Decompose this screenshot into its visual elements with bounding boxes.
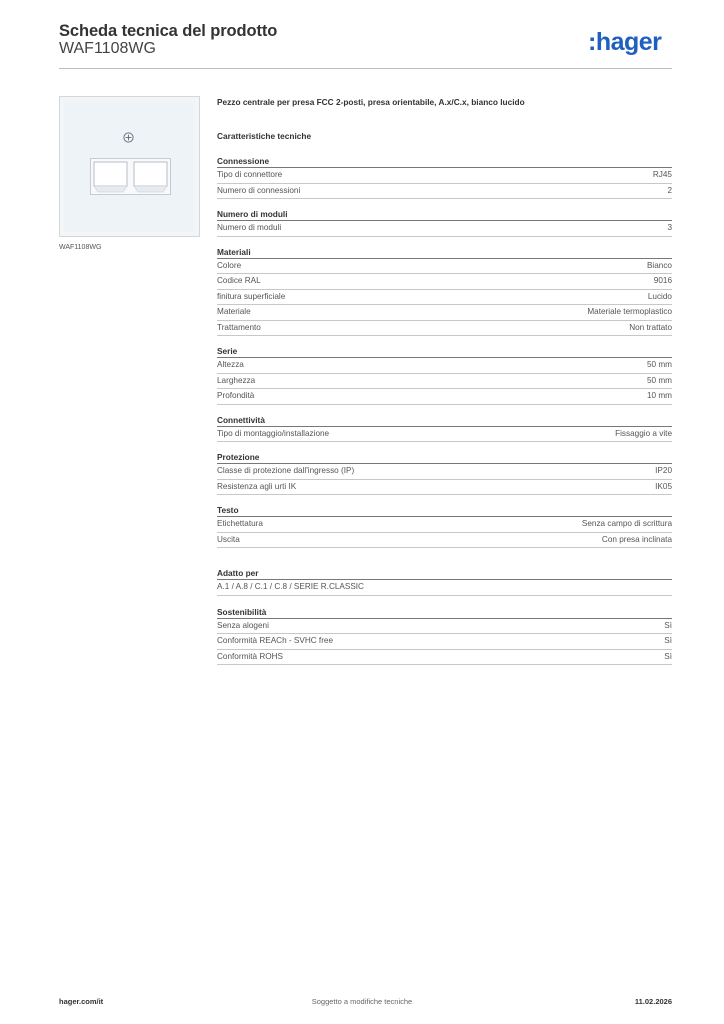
sustainability-row — [217, 619, 672, 635]
spec-row — [217, 321, 672, 337]
footer-date: 11.02.2026 — [634, 997, 672, 1006]
spec-row — [217, 480, 672, 496]
spec-sections — [217, 155, 672, 548]
spec-value: RJ45 — [652, 170, 672, 179]
suitable-value: A.1 / A.8 / C.1 / C.8 / SERIE R.CLASSIC — [217, 580, 672, 596]
rj45-sockets-illustration — [90, 158, 171, 195]
spec-row — [217, 427, 672, 443]
spec-row — [217, 389, 672, 405]
spec-value: Non trattato — [629, 322, 672, 332]
spec-row — [217, 274, 672, 290]
section-title: Serie — [217, 345, 672, 358]
section-title: Materiali — [217, 246, 672, 259]
spec-row — [217, 305, 672, 321]
section-title: Sostenibilità — [217, 606, 672, 619]
spec-label: Classe di protezione dall'ingresso (IP) — [217, 466, 355, 475]
spec-value: Materiale termoplastico — [587, 307, 672, 316]
spec-value: Sì — [664, 636, 672, 645]
sustainability-row — [217, 650, 672, 666]
section-title: Adatto per — [217, 567, 672, 580]
sustainability-section — [217, 606, 672, 666]
spec-label: Codice RAL — [217, 276, 261, 285]
spec-value: Bianco — [646, 260, 672, 270]
spec-label: Uscita — [217, 534, 240, 544]
spec-row — [217, 517, 672, 533]
spec-table — [217, 155, 672, 674]
spec-section — [217, 414, 672, 443]
spec-section — [217, 345, 672, 405]
product-code: WAF1108WG — [59, 40, 156, 57]
spec-section — [217, 451, 672, 495]
spec-value: Con presa inclinata — [601, 534, 672, 544]
spec-value: 50 mm — [646, 375, 672, 385]
section-title: Connessione — [217, 155, 672, 168]
spec-label: Senza alogeni — [217, 620, 269, 630]
spec-section — [217, 208, 672, 237]
spec-row — [217, 259, 672, 275]
spec-label: Trattamento — [217, 322, 261, 332]
spec-row — [217, 290, 672, 306]
spec-label: Numero di moduli — [217, 223, 282, 232]
spec-value: 2 — [667, 185, 672, 195]
spec-section — [217, 155, 672, 199]
screw-icon — [123, 132, 134, 143]
spec-label: Materiale — [217, 307, 251, 316]
spec-value: Sì — [664, 620, 672, 630]
spec-value: Lucido — [647, 291, 672, 301]
spec-label: Conformità ROHS — [217, 651, 283, 661]
spec-label: Conformità REACh - SVHC free — [217, 636, 334, 645]
spec-row — [217, 221, 672, 237]
spec-value: 3 — [667, 223, 672, 232]
spec-value: IK05 — [655, 481, 672, 491]
spec-label: Larghezza — [217, 375, 256, 385]
section-title: Numero di moduli — [217, 208, 672, 221]
spec-row — [217, 184, 672, 200]
sustainability-row — [217, 634, 672, 650]
characteristics-heading: Caratteristiche tecniche — [217, 131, 312, 141]
spec-label: Tipo di connettore — [217, 170, 283, 179]
spec-row — [217, 464, 672, 480]
spec-label: Tipo di montaggio/installazione — [217, 428, 330, 438]
spec-row — [217, 533, 672, 549]
spec-value: Fissaggio a vite — [615, 428, 672, 438]
header-divider — [59, 68, 672, 69]
spec-row — [217, 168, 672, 184]
sustainability-rows — [217, 619, 672, 666]
spec-label: Numero di connessioni — [217, 185, 301, 195]
spec-value: 9016 — [653, 276, 672, 285]
logo-text: :hager — [588, 28, 662, 56]
product-description: Pezzo centrale per presa FCC 2-posti, presa orientabile, A.x/C.x, bianco lucido — [217, 97, 525, 107]
spec-label: Colore — [217, 260, 242, 270]
spec-value: Senza campo di scrittura — [581, 519, 672, 528]
spec-value: IP20 — [655, 466, 672, 475]
section-title: Testo — [217, 504, 672, 517]
section-title: Protezione — [217, 451, 672, 464]
image-caption: WAF1108WG — [59, 244, 102, 251]
page-title: Scheda tecnica del prodotto — [59, 22, 278, 40]
spec-label: Etichettatura — [217, 519, 263, 528]
suitable-section — [217, 567, 672, 596]
spec-label: Resistenza agli urti IK — [217, 481, 297, 491]
spec-section — [217, 504, 672, 548]
hager-logo — [588, 27, 676, 59]
spec-section — [217, 246, 672, 337]
spec-label: finitura superficiale — [217, 291, 286, 301]
spec-label: Profondità — [217, 391, 255, 400]
product-image — [59, 96, 200, 237]
spec-row — [217, 358, 672, 374]
spec-value: Sì — [664, 651, 672, 661]
spec-value: 10 mm — [646, 391, 672, 400]
footer-disclaimer: Soggetto a modifiche tecniche — [311, 997, 413, 1006]
footer-website-link[interactable]: hager.com/it — [59, 997, 104, 1006]
section-title: Connettività — [217, 414, 672, 427]
spec-row — [217, 374, 672, 390]
spec-label: Altezza — [217, 360, 244, 369]
spec-value: 50 mm — [646, 360, 672, 369]
